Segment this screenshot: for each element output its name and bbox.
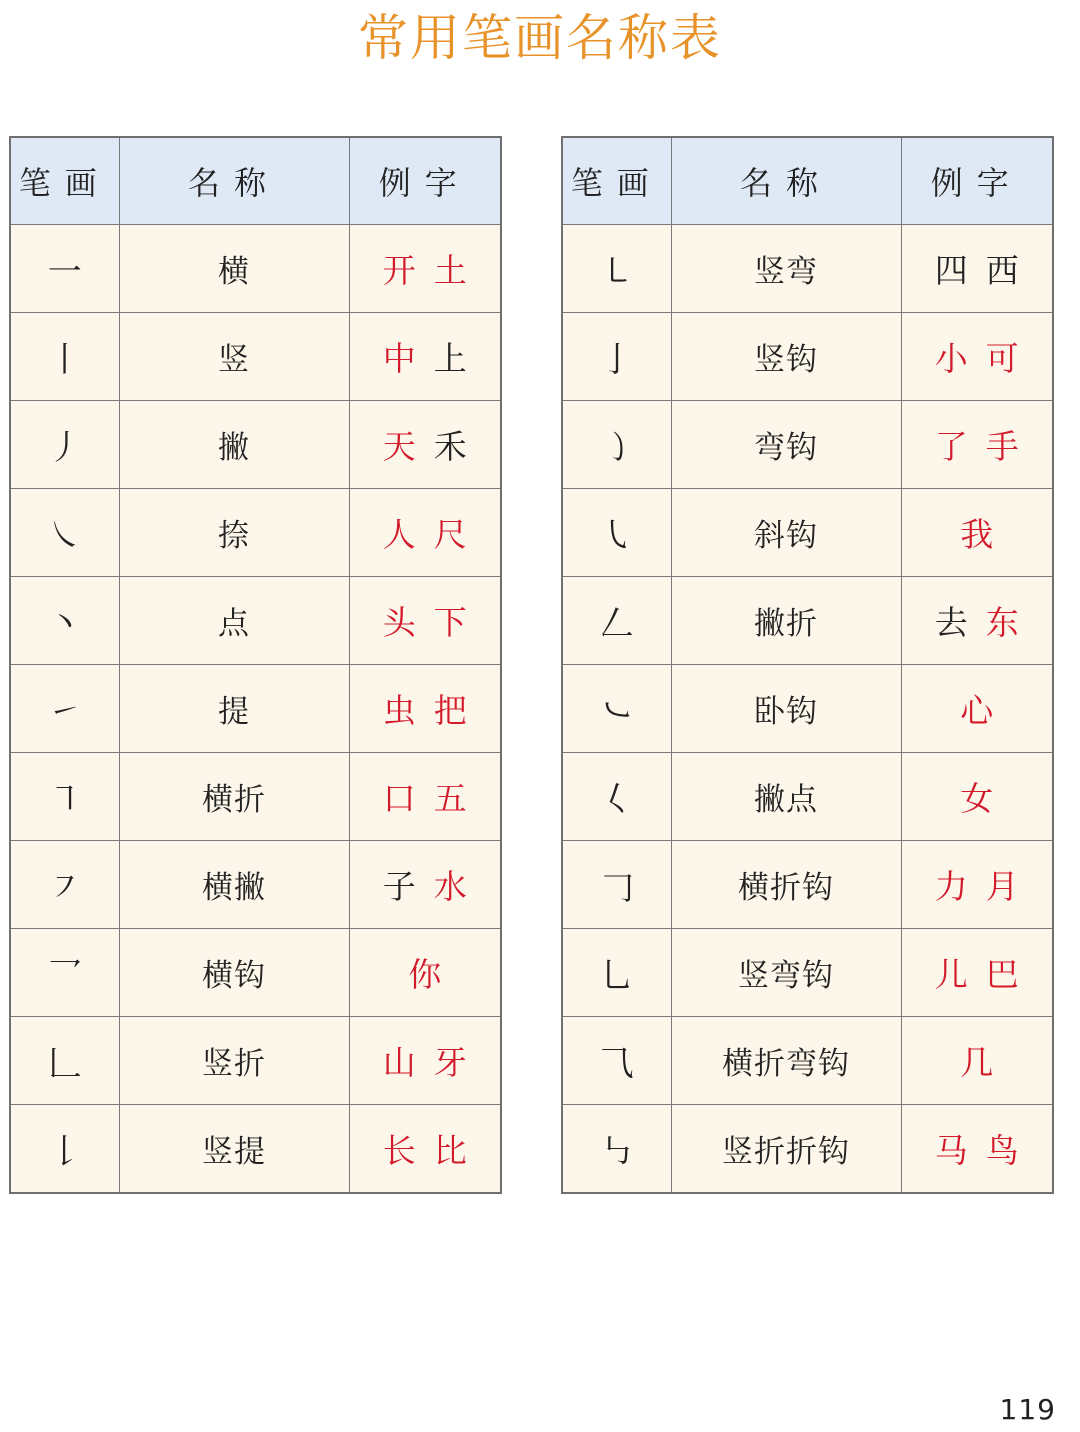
stroke-name: 撇 [119,401,349,489]
example-characters [349,577,501,665]
example-char: 东 [985,603,1037,642]
stroke-name: 提 [119,665,349,753]
stroke-name: 捺 [119,489,349,577]
example-char: 五 [433,779,485,818]
example-characters [901,753,1053,841]
stroke-glyph: ㇀ [10,665,119,753]
header-stroke: 笔画 [562,137,671,225]
stroke-glyph: 乚 [562,929,671,1017]
example-char: 小 [934,339,986,378]
header-name: 名称 [119,137,349,225]
example-characters [901,1105,1053,1194]
stroke-name: 竖 [119,313,349,401]
stroke-name: 点 [119,577,349,665]
stroke-glyph: ㇃ [562,665,671,753]
example-char: 心 [960,691,1012,730]
stroke-glyph: 𠄌 [10,1105,119,1194]
table-row [562,225,1053,313]
example-char: 口 [382,779,434,818]
example-characters [349,313,501,401]
example-characters [901,1017,1053,1105]
header-example: 例字 [349,137,501,225]
example-characters [349,753,501,841]
table-row [562,929,1053,1017]
table-row [10,665,501,753]
stroke-glyph: 𠃊 [10,1017,119,1105]
stroke-glyph: ㇏ [10,489,119,577]
stroke-glyph: 乛 [10,929,119,1017]
table-row [562,577,1053,665]
stroke-glyph: ㇕ [10,753,119,841]
table-row [10,489,501,577]
stroke-name: 横折弯钩 [671,1017,901,1105]
example-char: 人 [382,515,434,554]
stroke-glyph: 亅 [562,313,671,401]
example-char: 开 [382,251,434,290]
table-row [10,753,501,841]
stroke-glyph: ㇁ [562,401,671,489]
stroke-name: 撇折 [671,577,901,665]
example-characters [349,225,501,313]
example-char: 去 [934,603,986,642]
example-char: 马 [934,1131,986,1170]
example-characters [901,929,1053,1017]
example-characters [901,841,1053,929]
example-char: 女 [960,779,1012,818]
table-row [562,401,1053,489]
header-stroke: 笔画 [10,137,119,225]
example-characters [901,665,1053,753]
table-header-row [10,137,501,225]
example-characters [901,313,1053,401]
example-char: 子 [382,867,434,906]
stroke-glyph: 一 [10,225,119,313]
example-char: 西 [985,251,1037,290]
example-char: 长 [382,1131,434,1170]
table-row [562,1017,1053,1105]
stroke-name: 横钩 [119,929,349,1017]
table-row [10,1105,501,1194]
page-title: 常用笔画名称表 [358,9,722,67]
example-char: 儿 [934,955,986,994]
table-row [10,1017,501,1105]
example-char: 四 [934,251,986,290]
example-characters [349,489,501,577]
stroke-name: 弯钩 [671,401,901,489]
example-characters [901,489,1053,577]
example-characters [349,929,501,1017]
example-characters [349,665,501,753]
example-char: 中 [382,339,434,378]
table-row [10,225,501,313]
example-characters [349,1017,501,1105]
example-char: 鸟 [985,1131,1037,1170]
stroke-name: 横折钩 [671,841,901,929]
example-char: 巴 [985,955,1037,994]
header-name: 名称 [671,137,901,225]
table-row [562,665,1053,753]
stroke-glyph: ㇂ [562,489,671,577]
table-row [562,753,1053,841]
example-char: 山 [382,1043,434,1082]
stroke-name: 横折 [119,753,349,841]
stroke-name: 竖弯 [671,225,901,313]
example-char: 力 [934,867,986,906]
table-row [562,313,1053,401]
example-characters [349,1105,501,1194]
example-char: 头 [382,603,434,642]
example-char: 我 [960,515,1012,554]
example-char: 牙 [433,1043,485,1082]
example-char: 下 [433,603,485,642]
stroke-name: 斜钩 [671,489,901,577]
stroke-glyph: ㇇ [10,841,119,929]
stroke-name: 竖折 [119,1017,349,1105]
stroke-name: 竖折折钩 [671,1105,901,1194]
table-row [562,489,1053,577]
stroke-glyph: 丿 [10,401,119,489]
table-row [562,1105,1053,1194]
example-char: 尺 [433,515,485,554]
stroke-glyph: 丶 [10,577,119,665]
table-row [10,401,501,489]
table-row [10,841,501,929]
stroke-glyph: ㇉ [562,1105,671,1194]
stroke-name: 竖提 [119,1105,349,1194]
stroke-glyph: ㇄ [562,225,671,313]
stroke-glyph: 𡿨 [562,753,671,841]
stroke-glyph: 𠃋 [562,577,671,665]
header-example: 例字 [901,137,1053,225]
example-char: 可 [985,339,1037,378]
example-char: 几 [960,1043,1012,1082]
stroke-name: 横撇 [119,841,349,929]
example-char: 天 [382,427,434,466]
stroke-name: 卧钩 [671,665,901,753]
table-row [10,577,501,665]
stroke-name: 竖弯钩 [671,929,901,1017]
example-char: 禾 [433,427,485,466]
stroke-table-right [561,136,1054,1194]
stroke-glyph: 𠃌 [562,841,671,929]
stroke-name: 竖钩 [671,313,901,401]
example-characters [901,225,1053,313]
stroke-name: 撇点 [671,753,901,841]
table-row [10,929,501,1017]
stroke-name: 横 [119,225,349,313]
table-row [562,841,1053,929]
example-char: 了 [934,427,986,466]
stroke-table-left [9,136,502,1194]
example-char: 上 [433,339,485,378]
table-header-row [562,137,1053,225]
example-char: 虫 [382,691,434,730]
example-char: 你 [408,955,460,994]
table-row [10,313,501,401]
stroke-glyph: ⺄ [562,1017,671,1105]
page-number: 119 [999,1393,1056,1426]
example-characters [901,401,1053,489]
example-characters [901,577,1053,665]
example-char: 水 [433,867,485,906]
example-char: 手 [985,427,1037,466]
example-char: 把 [433,691,485,730]
example-char: 比 [433,1131,485,1170]
example-char: 土 [433,251,485,290]
example-characters [349,401,501,489]
stroke-glyph: 丨 [10,313,119,401]
example-char: 月 [985,867,1037,906]
example-characters [349,841,501,929]
